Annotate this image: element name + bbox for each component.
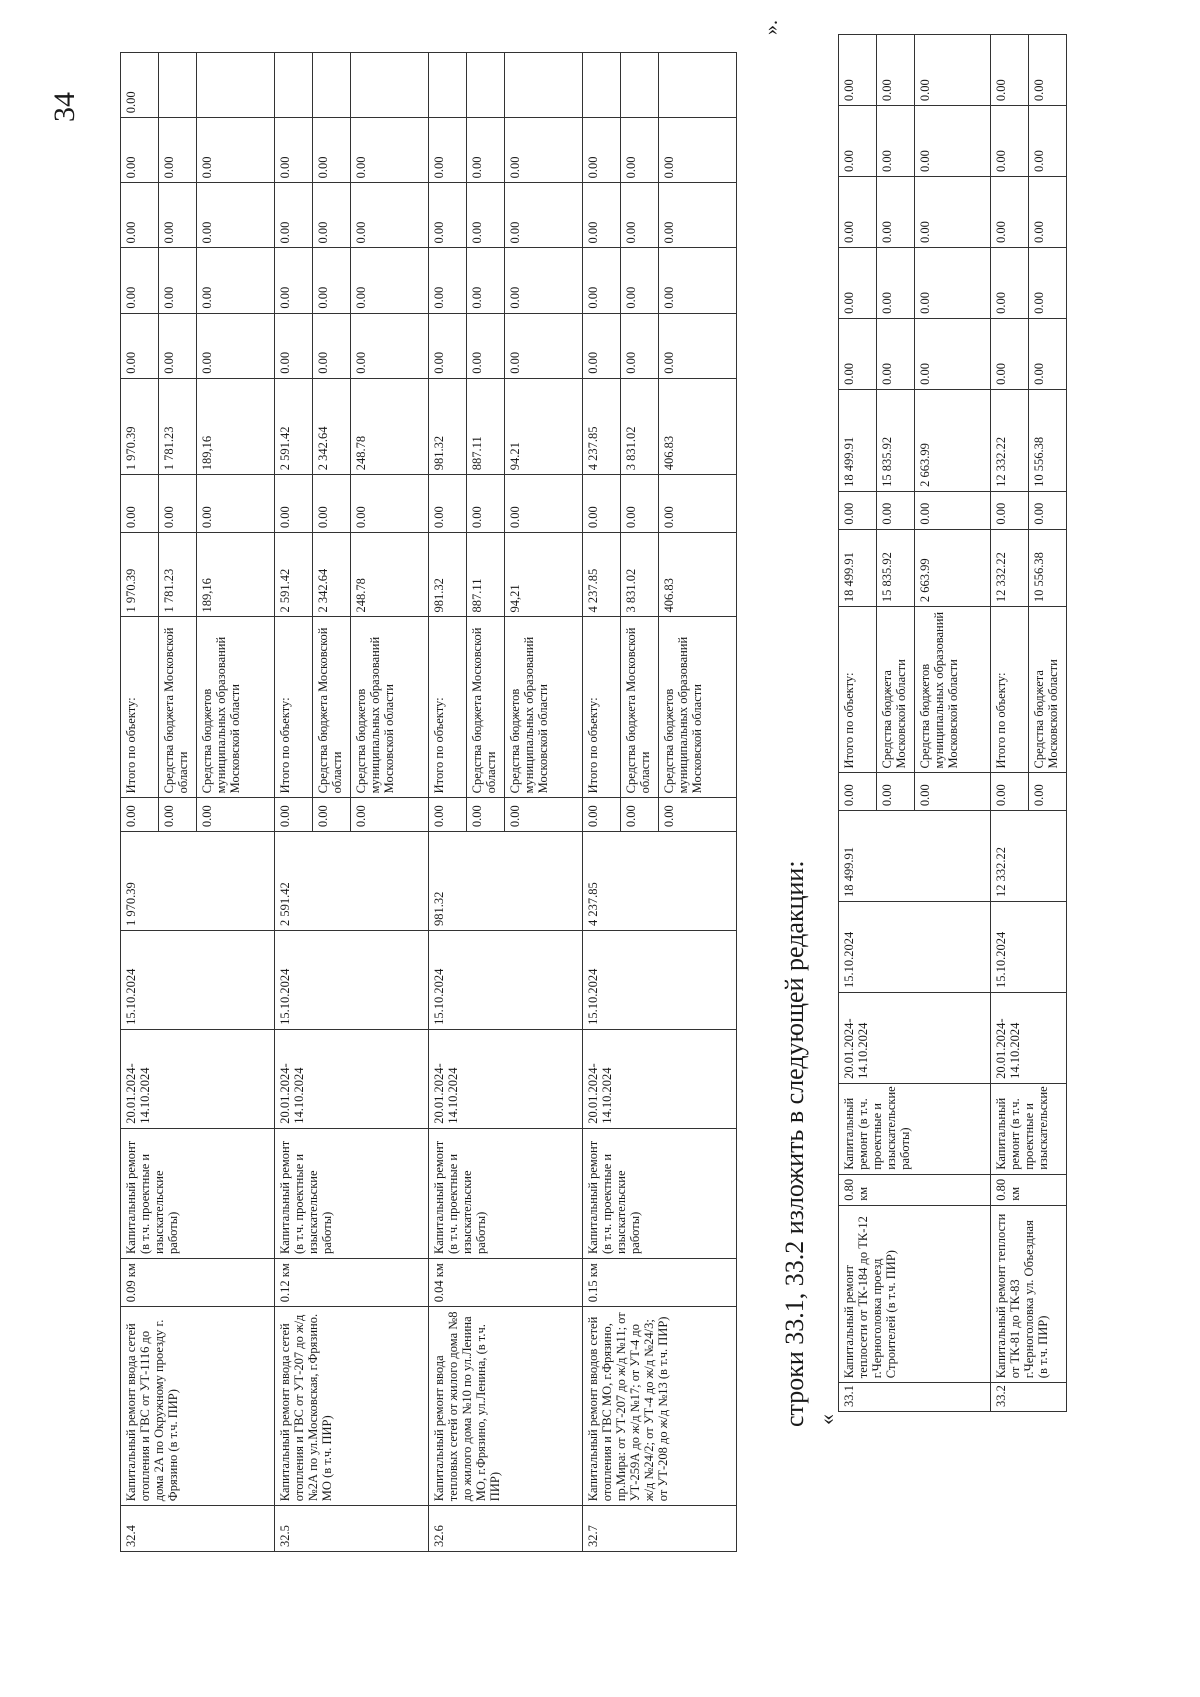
funding-value: 0.00 xyxy=(659,475,737,533)
table-row xyxy=(121,53,159,1552)
funding-value: 0.00 xyxy=(1029,177,1067,248)
object-cost: 18 499.91 xyxy=(839,811,991,902)
object-name: Капитальный ремонт теплосети от ТК-184 до ТК-12 г.Черноголовка проезд Строителей (в т.ч. ПИР) xyxy=(839,1205,991,1382)
work-type: Капитальный ремонт (в т.ч. проектные и изыскательские работы) xyxy=(583,1128,737,1258)
row-number: 32.5 xyxy=(275,1506,429,1552)
funding-value: 0.00 xyxy=(275,475,313,533)
funding-value: 0.00 xyxy=(275,248,313,313)
work-type: Капитальный ремонт (в т.ч. проектные и изыскательские работы) xyxy=(275,1128,429,1258)
object-cost: 2 591.42 xyxy=(275,832,429,931)
funding-value: 0.00 xyxy=(467,313,505,378)
object-cost: 981.32 xyxy=(429,832,583,931)
funding-value: 12 332.22 xyxy=(991,529,1029,607)
funding-value: 248.78 xyxy=(351,378,429,474)
funding-value: 0.00 xyxy=(1029,106,1067,177)
funding-value: 0.00 xyxy=(159,313,197,378)
funding-source: Средства бюджетов муниципальных образований Московской области xyxy=(197,617,275,798)
quote-close: ». xyxy=(760,20,782,35)
row-number: 33.2 xyxy=(991,1383,1067,1412)
paid-amount: 0.00 xyxy=(991,773,1029,811)
funding-value: 18 499.91 xyxy=(839,389,877,491)
funding-value: 0.00 xyxy=(197,475,275,533)
funding-source: Средства бюджетов муниципальных образований Московской области xyxy=(659,617,737,798)
funding-value: 0.00 xyxy=(121,118,159,183)
funding-value: 0.00 xyxy=(313,475,351,533)
funding-value: 0.00 xyxy=(915,35,991,106)
funding-value: 0.00 xyxy=(275,313,313,378)
funding-value: 0.00 xyxy=(159,118,197,183)
funding-value xyxy=(505,53,583,118)
funding-source: Итого по объекту: xyxy=(839,607,877,773)
funding-value: 0.00 xyxy=(1029,491,1067,529)
funding-value: 248.78 xyxy=(351,533,429,617)
funding-value: 0.00 xyxy=(877,318,915,389)
funding-value: 3 831.02 xyxy=(621,533,659,617)
object-name: Капитальный ремонт теплости от ТК-81 до ТК-83 г.Черноголовка ул. Объездная (в т.ч. ПИР) xyxy=(991,1205,1067,1382)
row-number: 32.7 xyxy=(583,1506,737,1552)
funding-value: 1 781.23 xyxy=(159,378,197,474)
funding-value: 0.00 xyxy=(839,35,877,106)
object-name: Капитальный ремонт ввода тепловых сетей от жилого дома №8 до жилого дома №10 по ул.Ленина МО, г.Фрязино, ул.Ленина, (в т.ч. ПИР) xyxy=(429,1307,583,1506)
object-name: Капитальный ремонт вводов сетей отопления и ГВС МО, г.Фрязино, пр.Мира: от УТ-207 до ж/д №11; от УТ-259А до ж/д №17; от УТ-4 до ж/д №24/2; от УТ-4 до ж/д №24/3; от УТ-208 до ж/д №13 (в т.ч. ПИР) xyxy=(583,1307,737,1506)
paid-amount: 0.00 xyxy=(583,798,621,832)
funding-value xyxy=(275,53,313,118)
funding-value: 0.00 xyxy=(351,248,429,313)
object-length: 0.15 км xyxy=(583,1258,737,1306)
funding-value: 0.00 xyxy=(121,475,159,533)
object-cost: 12 332.22 xyxy=(991,811,1067,902)
funding-value: 0.00 xyxy=(467,475,505,533)
paid-amount: 0.00 xyxy=(839,773,877,811)
quote-open: « xyxy=(814,1414,839,1425)
row-number: 33.1 xyxy=(839,1383,991,1412)
funding-value: 0.00 xyxy=(121,248,159,313)
funding-value xyxy=(351,53,429,118)
funding-value: 0.00 xyxy=(839,318,877,389)
paid-amount: 0.00 xyxy=(159,798,197,832)
funding-value: 0.00 xyxy=(505,183,583,248)
funding-value: 0.00 xyxy=(915,247,991,318)
funding-value: 0.00 xyxy=(991,247,1029,318)
funding-value xyxy=(159,53,197,118)
funding-value: 0.00 xyxy=(197,313,275,378)
funding-value: 2 663.99 xyxy=(915,389,991,491)
funding-value: 94,21 xyxy=(505,533,583,617)
paid-amount: 0.00 xyxy=(621,798,659,832)
funding-value: 4 237.85 xyxy=(583,533,621,617)
funding-value: 94.21 xyxy=(505,378,583,474)
funding-value: 0.00 xyxy=(351,183,429,248)
funding-value: 1 970.39 xyxy=(121,378,159,474)
commission-date: 15.10.2024 xyxy=(839,902,991,993)
funding-value: 0.00 xyxy=(659,248,737,313)
work-period: 20.01.2024-14.10.2024 xyxy=(121,1029,275,1128)
object-name: Капитальный ремонт ввода сетей отопления и ГВС от УТ-207 до ж/д №2А по ул.Московская, г.Фрязино. МО (в т.ч. ПИР) xyxy=(275,1307,429,1506)
funding-value: 0.00 xyxy=(505,475,583,533)
object-cost: 4 237.85 xyxy=(583,832,737,931)
funding-value: 0.00 xyxy=(659,118,737,183)
paid-amount: 0.00 xyxy=(313,798,351,832)
funding-value: 0.00 xyxy=(915,177,991,248)
funding-value: 0.00 xyxy=(467,248,505,313)
paid-amount: 0.00 xyxy=(659,798,737,832)
funding-value: 887.11 xyxy=(467,378,505,474)
funding-value: 0.00 xyxy=(991,35,1029,106)
funding-value: 2 591.42 xyxy=(275,378,313,474)
paid-amount: 0.00 xyxy=(505,798,583,832)
paid-amount: 0.00 xyxy=(1029,773,1067,811)
funding-value: 0.00 xyxy=(429,248,467,313)
funding-value: 10 556.38 xyxy=(1029,389,1067,491)
funding-value: 0.00 xyxy=(839,247,877,318)
funding-value: 406.83 xyxy=(659,533,737,617)
funding-value: 0.00 xyxy=(313,313,351,378)
work-period: 20.01.2024-14.10.2024 xyxy=(991,992,1067,1083)
funding-value xyxy=(583,53,621,118)
object-cost: 1 970.39 xyxy=(121,832,275,931)
table-row xyxy=(429,53,467,1552)
funding-value: 0.00 xyxy=(121,183,159,248)
funding-value: 0.00 xyxy=(429,183,467,248)
funding-value: 0.00 xyxy=(429,475,467,533)
funding-value xyxy=(313,53,351,118)
funding-value: 0.00 xyxy=(621,313,659,378)
funding-value: 0.00 xyxy=(467,183,505,248)
funding-value: 0.00 xyxy=(505,248,583,313)
funding-value: 887.11 xyxy=(467,533,505,617)
object-length: 0.80 км xyxy=(839,1174,991,1205)
funding-source: Средства бюджета Московской области xyxy=(621,617,659,798)
funding-value: 10 556.38 xyxy=(1029,529,1067,607)
funding-value: 0.00 xyxy=(159,475,197,533)
funding-value: 0.00 xyxy=(159,248,197,313)
funding-value: 0.00 xyxy=(839,491,877,529)
amendment-text: строки 33.1, 33.2 изложить в следующей редакции: xyxy=(780,860,809,1427)
paid-amount: 0.00 xyxy=(429,798,467,832)
commission-date: 15.10.2024 xyxy=(275,931,429,1030)
funding-value: 0.00 xyxy=(197,183,275,248)
funding-value: 0.00 xyxy=(197,118,275,183)
funding-value: 0.00 xyxy=(991,491,1029,529)
paid-amount: 0.00 xyxy=(121,798,159,832)
funding-source: Средства бюджета Московской области xyxy=(467,617,505,798)
funding-source: Средства бюджета Московской области xyxy=(877,607,915,773)
table-row xyxy=(839,35,877,1412)
funding-value: 2 591.42 xyxy=(275,533,313,617)
funding-value: 0.00 xyxy=(621,475,659,533)
table-row xyxy=(275,53,313,1552)
funding-value: 189,16 xyxy=(197,378,275,474)
funding-value: 0.00 xyxy=(351,475,429,533)
funding-value: 0.00 xyxy=(621,183,659,248)
funding-value: 0.00 xyxy=(159,183,197,248)
funding-value: 0.00 xyxy=(505,313,583,378)
funding-value: 0.00 xyxy=(275,118,313,183)
funding-value: 0.00 xyxy=(877,491,915,529)
paid-amount: 0.00 xyxy=(915,773,991,811)
work-period: 20.01.2024-14.10.2024 xyxy=(839,992,991,1083)
funding-value: 0.00 xyxy=(659,183,737,248)
funding-value: 981.32 xyxy=(429,378,467,474)
funding-value: 406.83 xyxy=(659,378,737,474)
funding-value: 0.00 xyxy=(1029,318,1067,389)
funding-value: 0.00 xyxy=(915,491,991,529)
commission-date: 15.10.2024 xyxy=(583,931,737,1030)
object-length: 0.04 км xyxy=(429,1258,583,1306)
object-length: 0.09 км xyxy=(121,1258,275,1306)
row-number: 32.4 xyxy=(121,1506,275,1552)
funding-value: 0.00 xyxy=(621,118,659,183)
paid-amount: 0.00 xyxy=(197,798,275,832)
funding-value: 1 970.39 xyxy=(121,533,159,617)
funding-value: 12 332.22 xyxy=(991,389,1029,491)
page-number: 34 xyxy=(48,92,81,122)
table-top xyxy=(120,52,737,1552)
object-length: 0.12 км xyxy=(275,1258,429,1306)
funding-value: 15 835.92 xyxy=(877,529,915,607)
funding-value: 0.00 xyxy=(1029,247,1067,318)
funding-value: 0.00 xyxy=(621,248,659,313)
funding-value: 1 781.23 xyxy=(159,533,197,617)
work-period: 20.01.2024-14.10.2024 xyxy=(275,1029,429,1128)
funding-value: 2 342.64 xyxy=(313,378,351,474)
funding-value: 0.00 xyxy=(583,313,621,378)
funding-value: 189,16 xyxy=(197,533,275,617)
funding-value xyxy=(621,53,659,118)
funding-value: 3 831.02 xyxy=(621,378,659,474)
funding-source: Средства бюджета Московской области xyxy=(313,617,351,798)
funding-value: 0.00 xyxy=(197,248,275,313)
commission-date: 15.10.2024 xyxy=(429,931,583,1030)
funding-value: 0.00 xyxy=(1029,35,1067,106)
funding-value: 18 499.91 xyxy=(839,529,877,607)
funding-value: 4 237.85 xyxy=(583,378,621,474)
object-name: Капитальный ремонт ввода сетей отопления и ГВС от УТ-1116 до дома 2А по Окружному проезду г. Фрязино (в т.ч. ПИР) xyxy=(121,1307,275,1506)
funding-value: 0.00 xyxy=(583,183,621,248)
row-number: 32.6 xyxy=(429,1506,583,1552)
funding-source: Итого по объекту: xyxy=(429,617,467,798)
funding-source: Итого по объекту: xyxy=(275,617,313,798)
paid-amount: 0.00 xyxy=(351,798,429,832)
funding-value: 0.00 xyxy=(313,183,351,248)
funding-value: 0.00 xyxy=(991,177,1029,248)
funding-value: 0.00 xyxy=(313,118,351,183)
funding-value: 0.00 xyxy=(121,313,159,378)
funding-value: 0.00 xyxy=(877,247,915,318)
funding-value: 0.00 xyxy=(915,318,991,389)
funding-value: 0.00 xyxy=(429,313,467,378)
funding-value: 0.00 xyxy=(839,106,877,177)
object-length: 0.80 км xyxy=(991,1174,1067,1205)
funding-source: Средства бюджета Московской области xyxy=(159,617,197,798)
paid-amount: 0.00 xyxy=(275,798,313,832)
work-type: Капитальный ремонт (в т.ч. проектные и изыскательские работы) xyxy=(839,1083,991,1174)
funding-value: 0.00 xyxy=(583,248,621,313)
funding-value: 0.00 xyxy=(429,118,467,183)
table-bottom xyxy=(838,34,1067,1412)
table-row xyxy=(583,53,621,1552)
funding-value: 15 835.92 xyxy=(877,389,915,491)
work-period: 20.01.2024-14.10.2024 xyxy=(429,1029,583,1128)
funding-value: 0.00 xyxy=(877,177,915,248)
funding-value: 0.00 xyxy=(583,475,621,533)
work-period: 20.01.2024-14.10.2024 xyxy=(583,1029,737,1128)
work-type: Капитальный ремонт (в т.ч. проектные и изыскательские xyxy=(991,1083,1067,1174)
funding-value xyxy=(467,53,505,118)
funding-source: Итого по объекту: xyxy=(991,607,1029,773)
funding-value: 981.32 xyxy=(429,533,467,617)
funding-value: 0.00 xyxy=(351,313,429,378)
funding-value: 0.00 xyxy=(467,118,505,183)
funding-value: 2 342.64 xyxy=(313,533,351,617)
commission-date: 15.10.2024 xyxy=(121,931,275,1030)
funding-source: Итого по объекту: xyxy=(583,617,621,798)
work-type: Капитальный ремонт (в т.ч. проектные и изыскательские работы) xyxy=(121,1128,275,1258)
funding-value: 2 663.99 xyxy=(915,529,991,607)
funding-value: 0.00 xyxy=(351,118,429,183)
funding-source: Средства бюджетов муниципальных образований Московской области xyxy=(915,607,991,773)
paid-amount: 0.00 xyxy=(877,773,915,811)
funding-value: 0.00 xyxy=(877,35,915,106)
funding-source: Средства бюджетов муниципальных образований Московской области xyxy=(351,617,429,798)
funding-value: 0.00 xyxy=(121,53,159,118)
funding-value xyxy=(197,53,275,118)
funding-value: 0.00 xyxy=(877,106,915,177)
funding-value xyxy=(659,53,737,118)
funding-source: Средства бюджетов муниципальных образований Московской области xyxy=(505,617,583,798)
funding-value: 0.00 xyxy=(505,118,583,183)
table-row xyxy=(991,35,1029,1412)
work-type: Капитальный ремонт (в т.ч. проектные и изыскательские работы) xyxy=(429,1128,583,1258)
paid-amount: 0.00 xyxy=(467,798,505,832)
funding-value: 0.00 xyxy=(583,118,621,183)
funding-value xyxy=(429,53,467,118)
funding-value: 0.00 xyxy=(313,248,351,313)
funding-value: 0.00 xyxy=(915,106,991,177)
funding-value: 0.00 xyxy=(275,183,313,248)
funding-value: 0.00 xyxy=(659,313,737,378)
funding-value: 0.00 xyxy=(839,177,877,248)
commission-date: 15.10.2024 xyxy=(991,902,1067,993)
funding-source: Средства бюджета Московской области xyxy=(1029,607,1067,773)
funding-value: 0.00 xyxy=(991,318,1029,389)
funding-value: 0.00 xyxy=(991,106,1029,177)
funding-source: Итого по объекту: xyxy=(121,617,159,798)
